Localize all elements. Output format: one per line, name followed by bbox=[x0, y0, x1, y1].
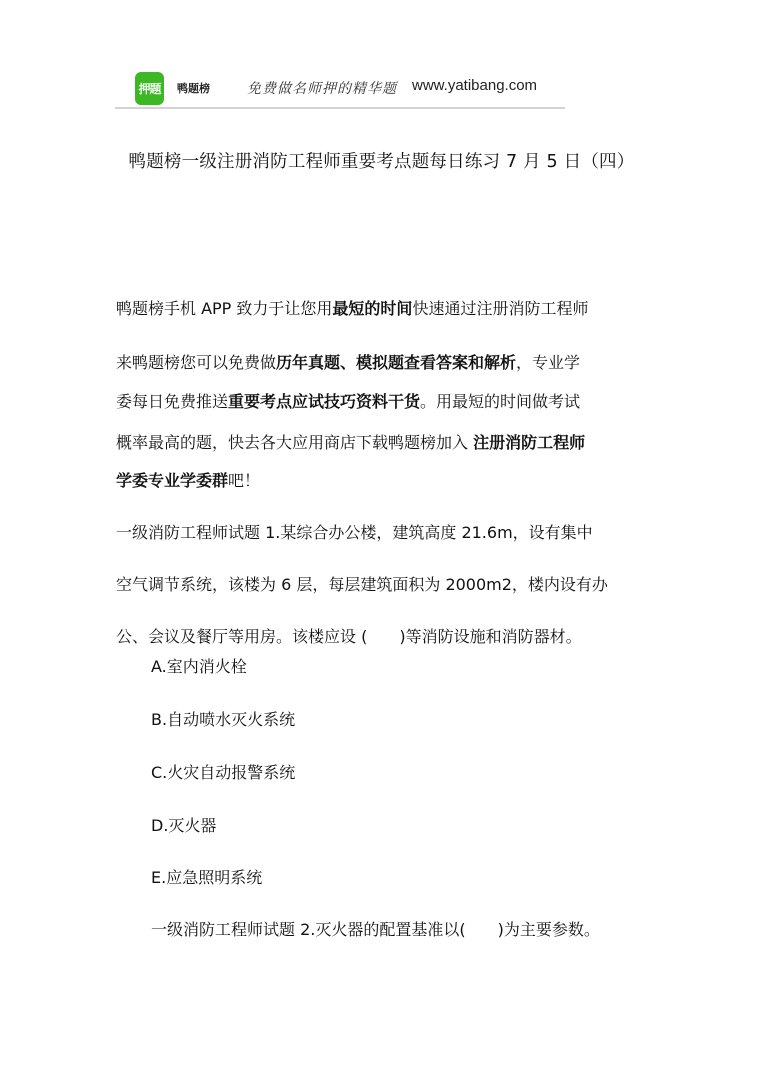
intro-line-3 bbox=[116, 389, 580, 412]
option-b: B.自动喷水灭火系统 bbox=[151, 710, 296, 729]
option-e: E.应急照明系统 bbox=[151, 868, 263, 887]
bold-text: 重要考点应试技巧资料干货 bbox=[228, 392, 421, 411]
bold-text: 注册消防工程师 bbox=[473, 433, 586, 452]
text: 快速通过注册消防工程师 bbox=[412, 299, 589, 318]
question2-text: 一级消防工程师试题 2.灭火器的配置基准以( )为主要参数。 bbox=[151, 920, 600, 939]
intro-line-2 bbox=[116, 350, 580, 373]
question1-line-1: 一级消防工程师试题 1.某综合办公楼，建筑高度 21.6m，设有集中 bbox=[116, 523, 593, 542]
question1-line-2: 空气调节系统，该楼为 6 层，每层建筑面积为 2000m2，楼内设有办 bbox=[116, 575, 608, 594]
text: 吧！ bbox=[228, 471, 261, 490]
bold-text: 学委专业学委群 bbox=[116, 471, 229, 490]
option-c: C.火灾自动报警系统 bbox=[151, 763, 296, 782]
text: 鸭题榜手机 APP 致力于让您用 bbox=[116, 299, 333, 318]
option-d: D.灭火器 bbox=[151, 816, 217, 835]
website-link[interactable]: www.yatibang.com bbox=[412, 77, 538, 94]
intro-line-5 bbox=[116, 468, 260, 491]
intro-line-1 bbox=[116, 296, 588, 319]
text: 概率最高的题，快去各大应用商店下载鸭题榜加入 bbox=[116, 433, 474, 452]
option-a: A.室内消火栓 bbox=[151, 657, 247, 676]
text: 来鸭题榜您可以免费做 bbox=[116, 353, 277, 372]
text: 。用最短的时间做考试 bbox=[420, 392, 581, 411]
brand-name: 鸭题榜 bbox=[177, 82, 210, 95]
bold-text: 历年真题、模拟题查看答案和解析 bbox=[276, 353, 517, 372]
header-divider bbox=[115, 107, 565, 109]
text: ，专业学 bbox=[516, 353, 581, 372]
bold-text: 最短的时间 bbox=[332, 299, 413, 318]
document-title: 鸭题榜一级注册消防工程师重要考点题每日练习 7 月 5 日（四） bbox=[128, 152, 635, 172]
slogan: 免费做名师押的精华题 bbox=[247, 81, 397, 97]
intro-line-4 bbox=[116, 430, 585, 453]
page-header bbox=[115, 68, 565, 108]
logo-icon: 押题 bbox=[135, 72, 164, 105]
question1-line-3: 公、会议及餐厅等用房。该楼应设 ( )等消防设施和消防器材。 bbox=[116, 627, 582, 646]
text: 委每日免费推送 bbox=[116, 392, 229, 411]
